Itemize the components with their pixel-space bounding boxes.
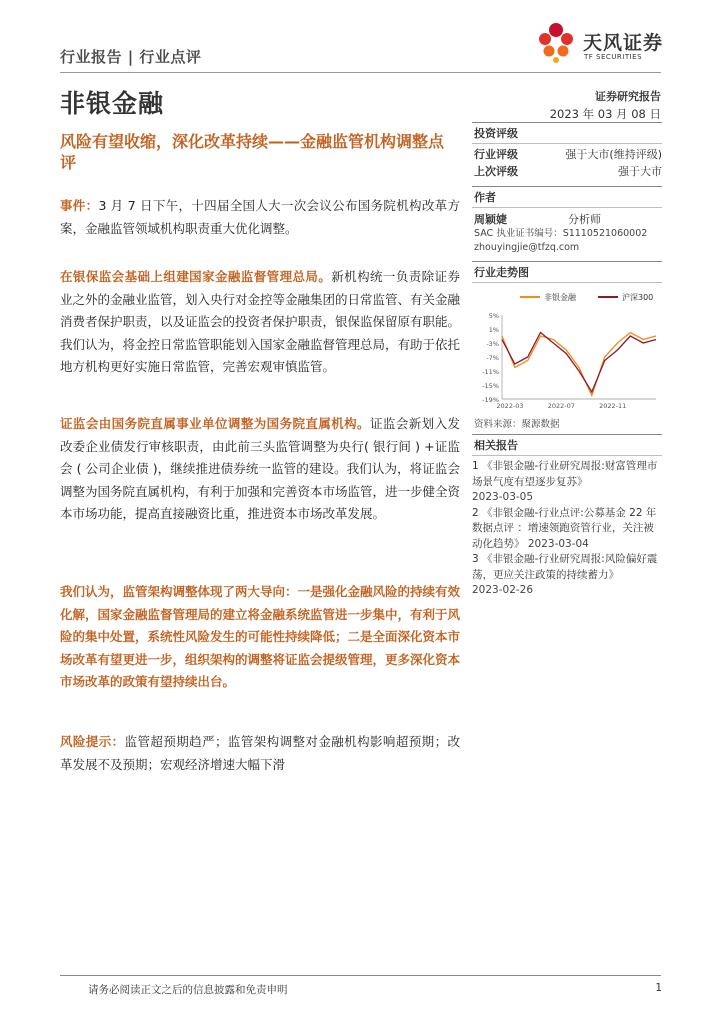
related-title[interactable]: 1 《非银金融-行业研究周报:财富管理市场景气度有望逐步复苏》: [472, 460, 658, 488]
y-tick-label: -11%: [482, 368, 499, 376]
related-date: 2023-03-05: [472, 491, 534, 503]
csrc-text: 证监会新划入发改委企业债发行审核职责，由此前三头监管调整为央行( 银行间 ) +证监会 ( 公司企业债 )，继续推进债券统一监管的建设。我们认为，将证监会调整为国务院直属机构，有利于加强和完善资本市场监管，进一步健全资本市场功能，提高直接融资比重，推进资本市场改革发展。: [60, 416, 461, 521]
trend-heading: 行业走势图: [472, 261, 662, 283]
breadcrumb: 行业报告 | 行业点评: [60, 48, 202, 66]
industry-rating-row: [472, 146, 662, 163]
y-tick-label: 1%: [488, 326, 499, 334]
related-item[interactable]: [472, 459, 662, 506]
author-row: [472, 211, 662, 228]
rating-section: [472, 122, 662, 180]
report-headline: 风险有望收缩，深化改革持续——金融监管机构调整点评: [60, 132, 445, 172]
regulator-lead: 在银保监会基础上组建国家金融监督管理总局。: [60, 269, 332, 284]
related-item[interactable]: [472, 552, 662, 599]
author-title: 分析师: [568, 213, 601, 226]
related-item[interactable]: [472, 506, 662, 553]
header-divider: [60, 72, 661, 73]
rating-heading: 投资评级: [472, 122, 662, 144]
y-tick-label: -3%: [486, 340, 499, 348]
author-email[interactable]: zhouyingjie@tfzq.com: [474, 242, 580, 253]
risk-text: 监管超预期趋严；监管架构调整对金融机构影响超预期；改革发展不及预期；宏观经济增速大幅下滑: [60, 734, 460, 772]
industry-rating-value: 强于大市(维持评级): [565, 148, 662, 161]
prev-rating-value: 强于大市: [618, 165, 662, 178]
trend-section: [472, 261, 662, 431]
industry-trend-chart: [472, 285, 662, 413]
x-tick-label: 2022-03: [496, 402, 524, 410]
author-section: [472, 186, 662, 254]
related-date: 2023-03-04: [527, 537, 589, 550]
prev-rating-label: 上次评级: [474, 165, 518, 178]
prev-rating-row: [472, 163, 662, 180]
risk-lead: 风险提示：: [60, 734, 125, 749]
footer-divider: [60, 975, 661, 976]
related-title[interactable]: 3 《非银金融-行业研究周报:风险偏好震荡，更应关注政策的持续蓄力》: [472, 553, 658, 581]
author-sac: SAC 执业证书编号：S1110521060002: [474, 228, 648, 239]
y-tick-label: -15%: [482, 382, 499, 390]
y-tick-label: 5%: [488, 312, 499, 320]
industry-rating-label: 行业评级: [474, 148, 518, 161]
x-tick-label: 2022-11: [599, 402, 627, 410]
x-tick-label: 2022-07: [547, 402, 575, 410]
event-text: 3 月 7 日下午，十四届全国人大一次会议公布国务院机构改革方案，金融监管领域机构职责重大优化调整。: [60, 198, 460, 236]
related-date: 2023-02-26: [472, 584, 534, 596]
logo-subtitle: TF SECURITIES: [584, 53, 643, 61]
chart-source: 资料来源：聚源数据: [474, 419, 560, 430]
page-number: 1: [655, 982, 662, 994]
brand-logo: [533, 20, 693, 66]
paragraph-risk: [60, 731, 460, 776]
series-line: [502, 333, 656, 396]
related-section: [472, 434, 662, 599]
related-title[interactable]: 2 《非银金融-行业点评:公募基金 22 年数据点评 ：增速领跑资管行业，关注被动化趋势》: [472, 506, 657, 550]
paragraph-csrc: [60, 413, 460, 526]
footer-disclaimer: 请务必阅读正文之后的信息披露和免责申明: [88, 984, 288, 996]
paragraph-regulator: [60, 266, 460, 379]
csrc-lead: 证监会由国务院直属事业单位调整为国务院直属机构。: [60, 416, 370, 431]
author-name: 周颖婕: [474, 213, 507, 226]
legend-label: 非银金融: [544, 293, 576, 302]
author-heading: 作者: [472, 186, 662, 208]
report-date: 2023 年 03 月 08 日: [549, 107, 661, 121]
paragraph-view: 我们认为，监管架构调整体现了两大导向：一是强化金融风险的持续有效化解，国家金融监督管理局的建立将金融系统监管进一步集中，有利于风险的集中处置，系统性风险发生的可能性持续降低；二是全面深化资本市场改革有望更进一步，组织架构的调整将证监会提级管理，更多深化资本市场改革的政策有望持续出台。: [60, 584, 461, 689]
flower-logo-icon: [533, 20, 579, 66]
y-tick-label: -19%: [482, 396, 499, 404]
legend-label: 沪深300: [622, 293, 654, 302]
logo-name: 天风证券: [583, 32, 664, 54]
report-type: 证券研究报告: [595, 90, 661, 103]
paragraph-event: [60, 195, 460, 240]
related-heading: 相关报告: [472, 434, 662, 456]
event-lead: 事件：: [60, 198, 99, 213]
regulator-text: 新机构统一负责除证券业之外的金融业监管，划入央行对金控等金融集团的日常监管、有关金融消费者保护职责，以及证监会的投资者保护职责，银保监保留原有职能。我们认为，将金控日常监管职能划入国家金融监督管理总局，有助于依托地方机构更好实施日常监管，完善宏观审慎监管。: [60, 269, 461, 374]
sector-title: 非银金融: [60, 89, 165, 118]
y-tick-label: -7%: [486, 354, 499, 362]
